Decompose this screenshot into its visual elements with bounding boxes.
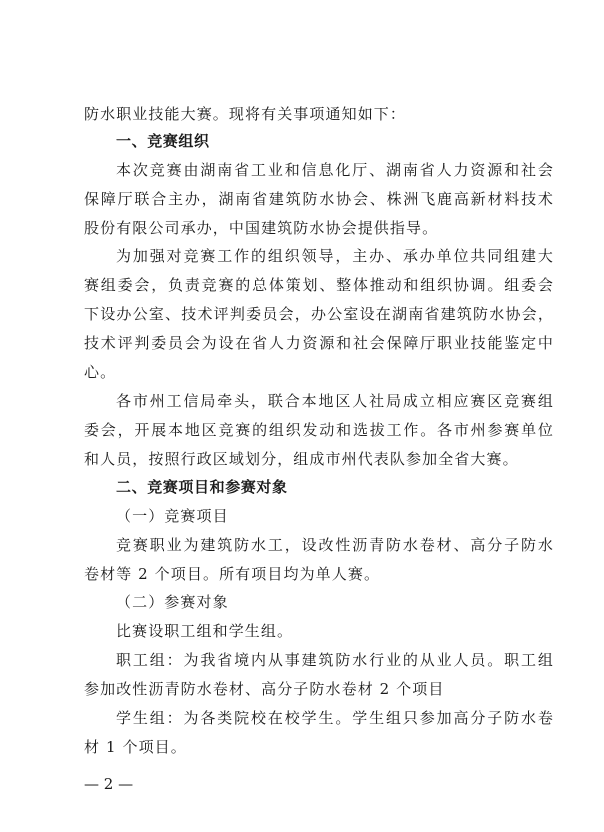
section-heading-organization: 一、竞赛组织 [116, 132, 210, 150]
paragraph-line: 职工组：为我省境内从事建筑防水行业的从业人员。职工组 [116, 651, 554, 669]
paragraph-line: 保障厅联合主办，湖南省建筑防水协会、株洲飞鹿高新材料技术 [84, 190, 554, 208]
paragraph-line: 为加强对竞赛工作的组织领导，主办、承办单位共同组建大 [116, 247, 554, 265]
intro-line: 防水职业技能大赛。现将有关事项通知如下： [84, 105, 407, 123]
paragraph-line: 心。 [84, 363, 117, 381]
paragraph-line: 和人员，按照行政区域划分，组成市州代表队参加全省大赛。 [84, 450, 519, 468]
paragraph-line: 参加改性沥青防水卷材、高分子防水卷材 2 个项目 [84, 680, 445, 698]
paragraph-line: 各市州工信局牵头，联合本地区人社局成立相应赛区竞赛组 [116, 392, 554, 410]
page-number: — 2 — [84, 775, 134, 793]
subsection-heading-participants: （二）参赛对象 [116, 593, 229, 611]
paragraph-line: 下设办公室、技术评判委员会，办公室设在湖南省建筑防水协会， [84, 305, 554, 323]
paragraph-line: 竞赛职业为建筑防水工，设改性沥青防水卷材、高分子防水 [116, 536, 554, 554]
paragraph-line: 赛组委会，负责竞赛的总体策划、整体推动和组织协调。组委会 [84, 276, 554, 294]
subsection-heading-projects: （一）竞赛项目 [116, 507, 229, 525]
paragraph-line: 学生组：为各类院校在校学生。学生组只参加高分子防水卷 [116, 709, 554, 727]
paragraph-line: 委会，开展本地区竞赛的组织发动和选拔工作。各市州参赛单位 [84, 421, 554, 439]
paragraph-line: 本次竞赛由湖南省工业和信息化厅、湖南省人力资源和社会 [116, 161, 554, 179]
paragraph-line: 材 1 个项目。 [84, 738, 187, 756]
paragraph-line: 技术评判委员会为设在省人力资源和社会保障厅职业技能鉴定中 [84, 334, 554, 352]
paragraph-line: 卷材等 2 个项目。所有项目均为单人赛。 [84, 565, 381, 583]
paragraph-line: 比赛设职工组和学生组。 [116, 622, 294, 640]
paragraph-line: 股份有限公司承办，中国建筑防水协会提供指导。 [84, 219, 439, 237]
section-heading-projects: 二、竞赛项目和参赛对象 [116, 478, 288, 496]
